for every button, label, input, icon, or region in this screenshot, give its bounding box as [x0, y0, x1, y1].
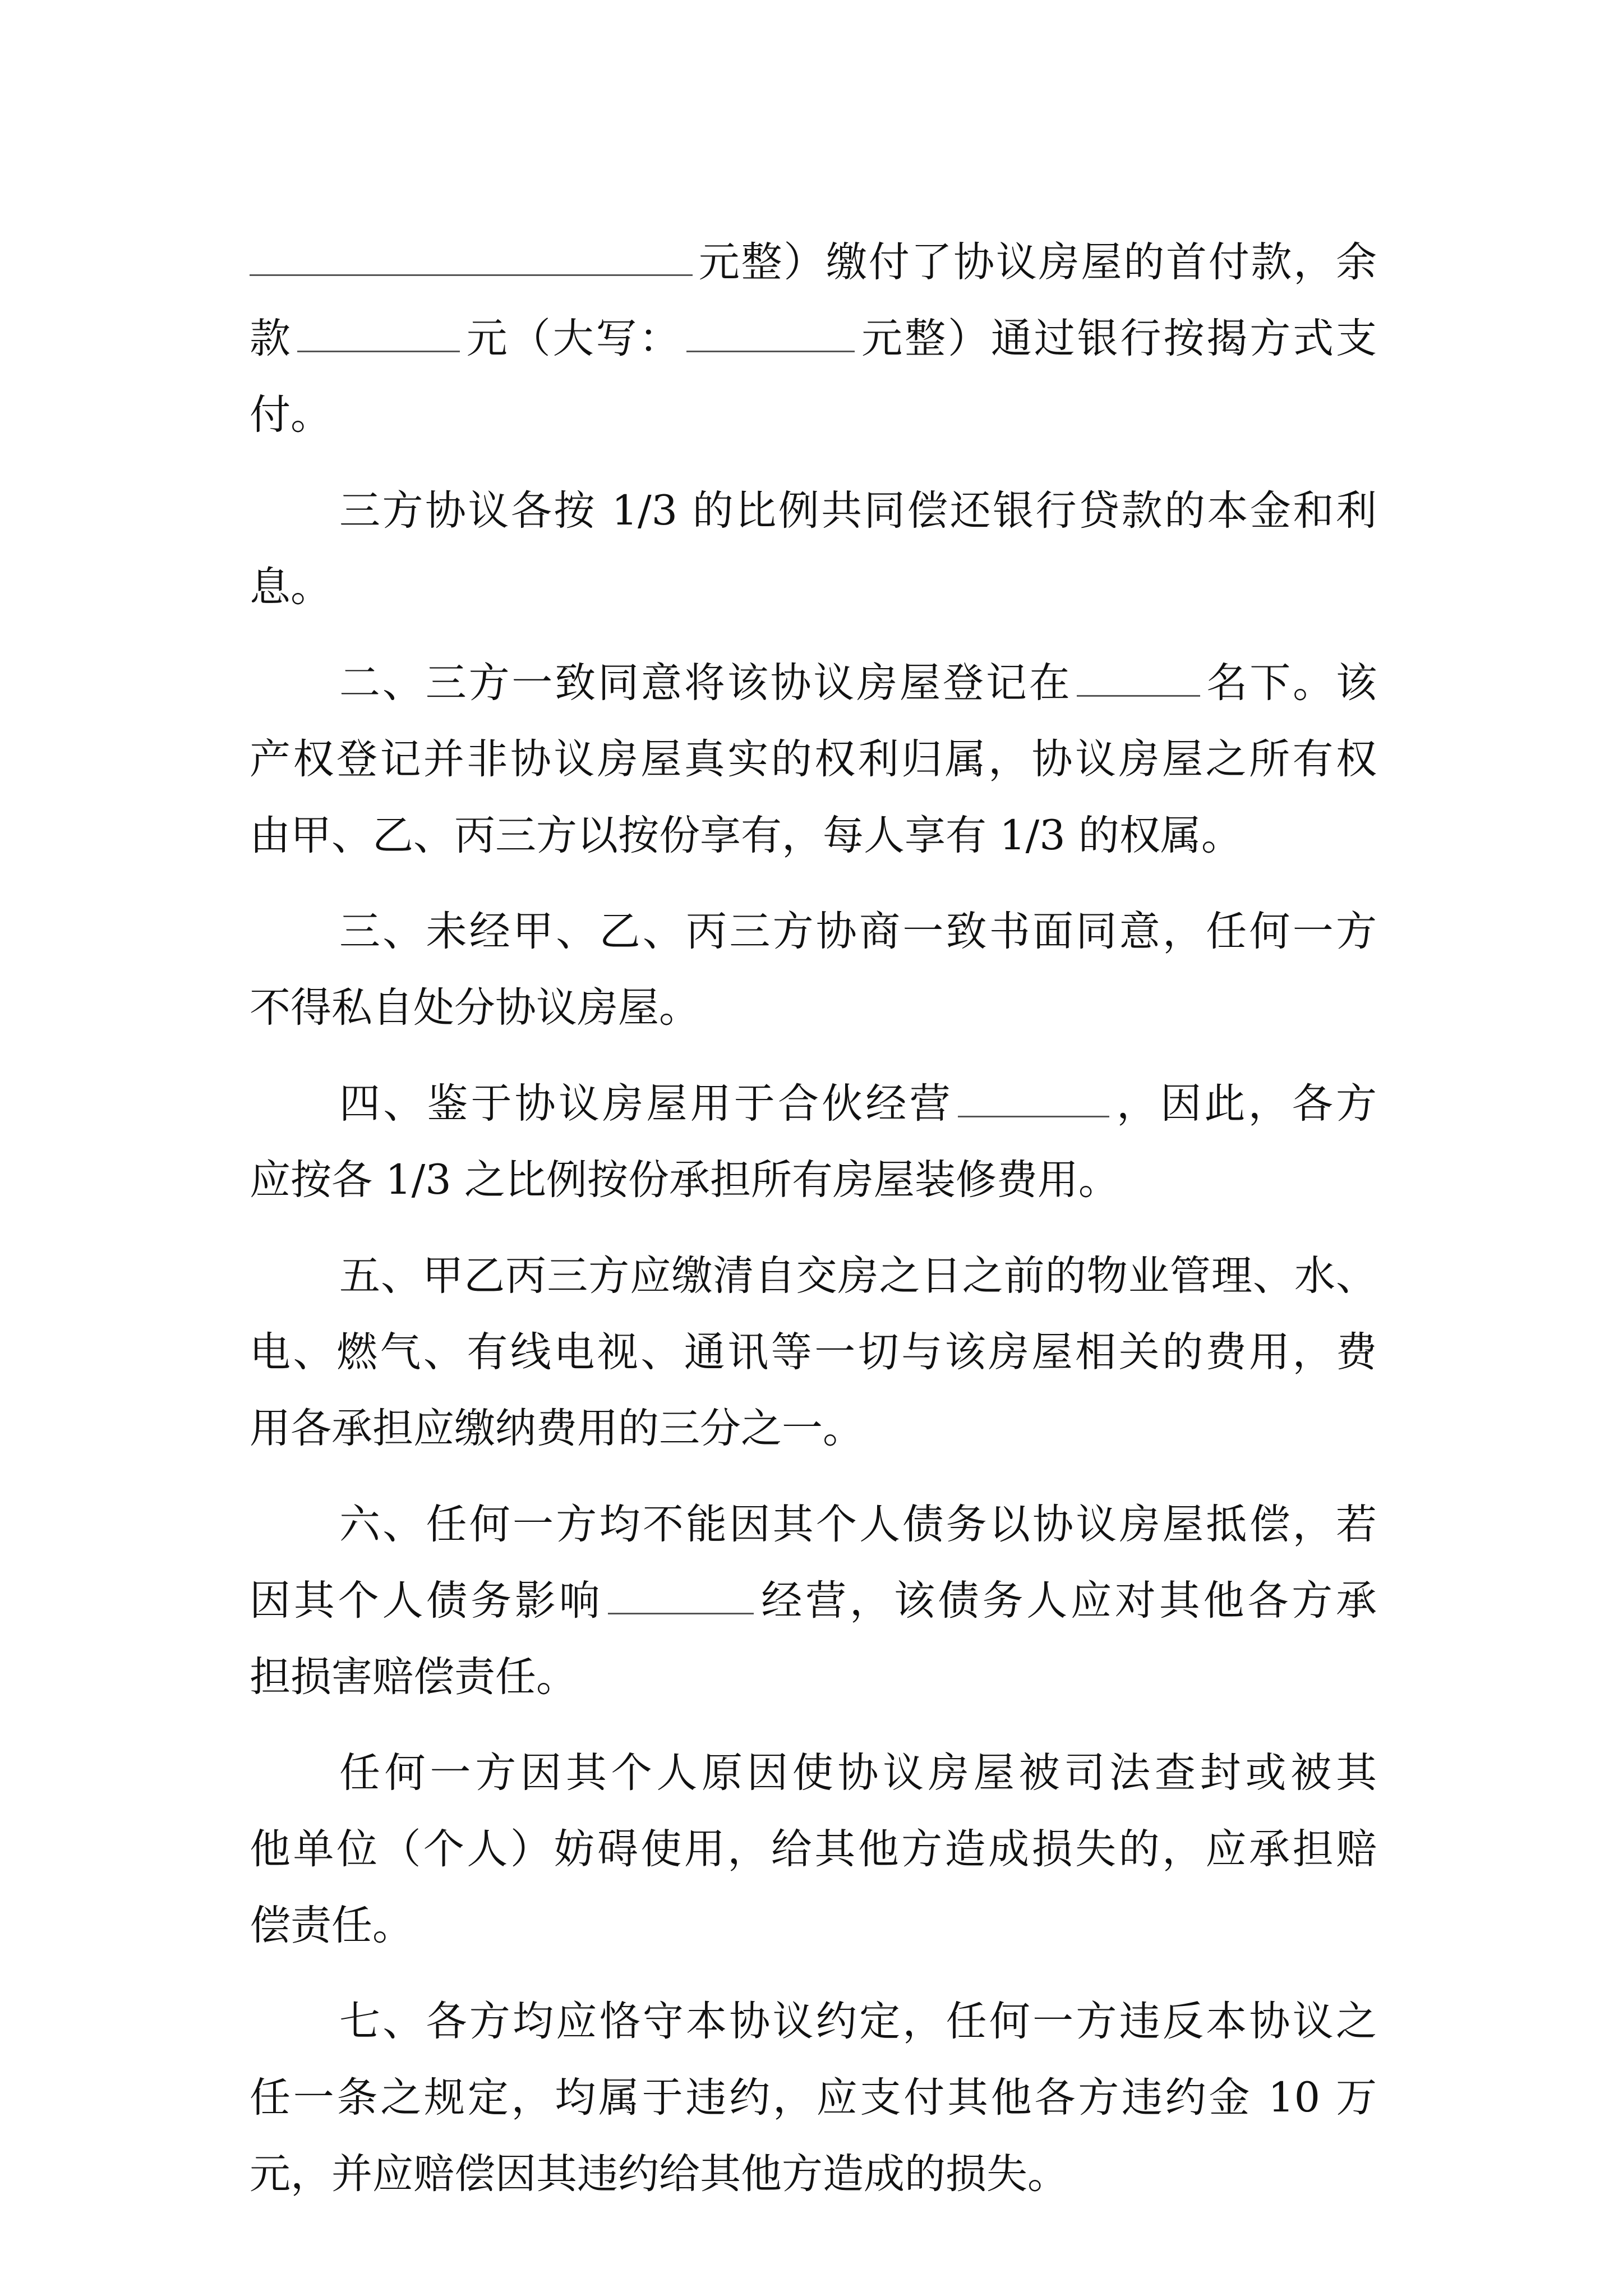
paragraph-clause-4 — [250, 1066, 1377, 1218]
text-span: 四、鉴于协议房屋用于合伙经营 — [339, 1080, 953, 1128]
text-span: 因其个人债务影响 — [250, 1577, 603, 1625]
paragraph-clause-7 — [250, 1984, 1377, 2212]
paragraph-judicial-seizure — [250, 1735, 1377, 1964]
text-line: 六、任何一方均不能因其个人债务以协议房屋抵偿，若 — [339, 1501, 1377, 1548]
fill-in-blank — [608, 1609, 754, 1614]
text-line — [250, 301, 1377, 377]
text-line: 元，并应赔偿因其违约给其他方造成的损失。 — [250, 2150, 1068, 2198]
text-span: 元整）通过银行按揭方式支 — [859, 315, 1377, 362]
text-line: 用各承担应缴纳费用的三分之一。 — [250, 1405, 864, 1452]
text-line: 七、各方均应恪守本协议约定，任何一方违反本协议之 — [339, 1998, 1377, 2045]
text-line: 偿责任。 — [250, 1902, 413, 1949]
fill-in-blank — [1077, 692, 1200, 697]
text-line: 不得私自处分协议房屋。 — [250, 984, 700, 1032]
text-line: 息。 — [250, 563, 331, 611]
text-line: 任一条之规定，均属于违约，应支付其他各方违约金 10 万 — [250, 2074, 1377, 2122]
text-line — [250, 224, 1377, 301]
text-line: 任何一方因其个人原因使协议房屋被司法查封或被其 — [339, 1749, 1377, 1797]
text-line: 五、甲乙丙三方应缴清自交房之日之前的物业管理、水、 — [339, 1252, 1377, 1300]
text-span: 元整）缴付了协议房屋的首付款，余 — [697, 238, 1377, 286]
text-line: 三方协议各按 1/3 的比例共同偿还银行贷款的本金和利 — [339, 487, 1377, 535]
text-line: 三、未经甲、乙、丙三方协商一致书面同意，任何一方 — [339, 908, 1377, 955]
paragraph-clause-2 — [250, 645, 1377, 874]
text-line — [250, 1066, 1377, 1142]
text-line: 产权登记并非协议房屋真实的权利归属，协议房屋之所有权 — [250, 735, 1377, 783]
text-line: 他单位（个人）妨碍使用，给其他方造成损失的，应承担赔 — [250, 1825, 1377, 1873]
fill-in-blank — [686, 347, 855, 352]
text-span: ，因此，各方 — [1113, 1080, 1377, 1128]
text-span: 二、三方一致同意将该协议房屋登记在 — [339, 659, 1072, 707]
paragraph-loan-repayment — [250, 473, 1377, 625]
fill-in-blank — [250, 271, 693, 276]
paragraph-clause-6 — [250, 1487, 1377, 1715]
text-line: 付。 — [250, 391, 331, 439]
document-body — [250, 224, 1377, 2212]
text-line — [250, 1563, 1377, 1639]
text-line: 电、燃气、有线电视、通讯等一切与该房屋相关的费用，费 — [250, 1328, 1377, 1376]
paragraph-down-payment — [250, 224, 1377, 453]
fill-in-blank — [297, 347, 460, 352]
text-line: 应按各 1/3 之比例按份承担所有房屋装修费用。 — [250, 1156, 1119, 1204]
paragraph-clause-5 — [250, 1238, 1377, 1467]
text-span: 元（大写： — [464, 315, 683, 362]
text-span: 款 — [250, 315, 293, 362]
text-span: 经营，该债务人应对其他各方承 — [758, 1577, 1377, 1625]
text-span: 名下。该 — [1204, 659, 1377, 707]
fill-in-blank — [958, 1112, 1109, 1117]
text-line: 担损害赔偿责任。 — [250, 1653, 577, 1701]
paragraph-clause-3 — [250, 894, 1377, 1046]
text-line — [250, 645, 1377, 721]
text-line: 由甲、乙、丙三方以按份享有，每人享有 1/3 的权属。 — [250, 812, 1242, 859]
